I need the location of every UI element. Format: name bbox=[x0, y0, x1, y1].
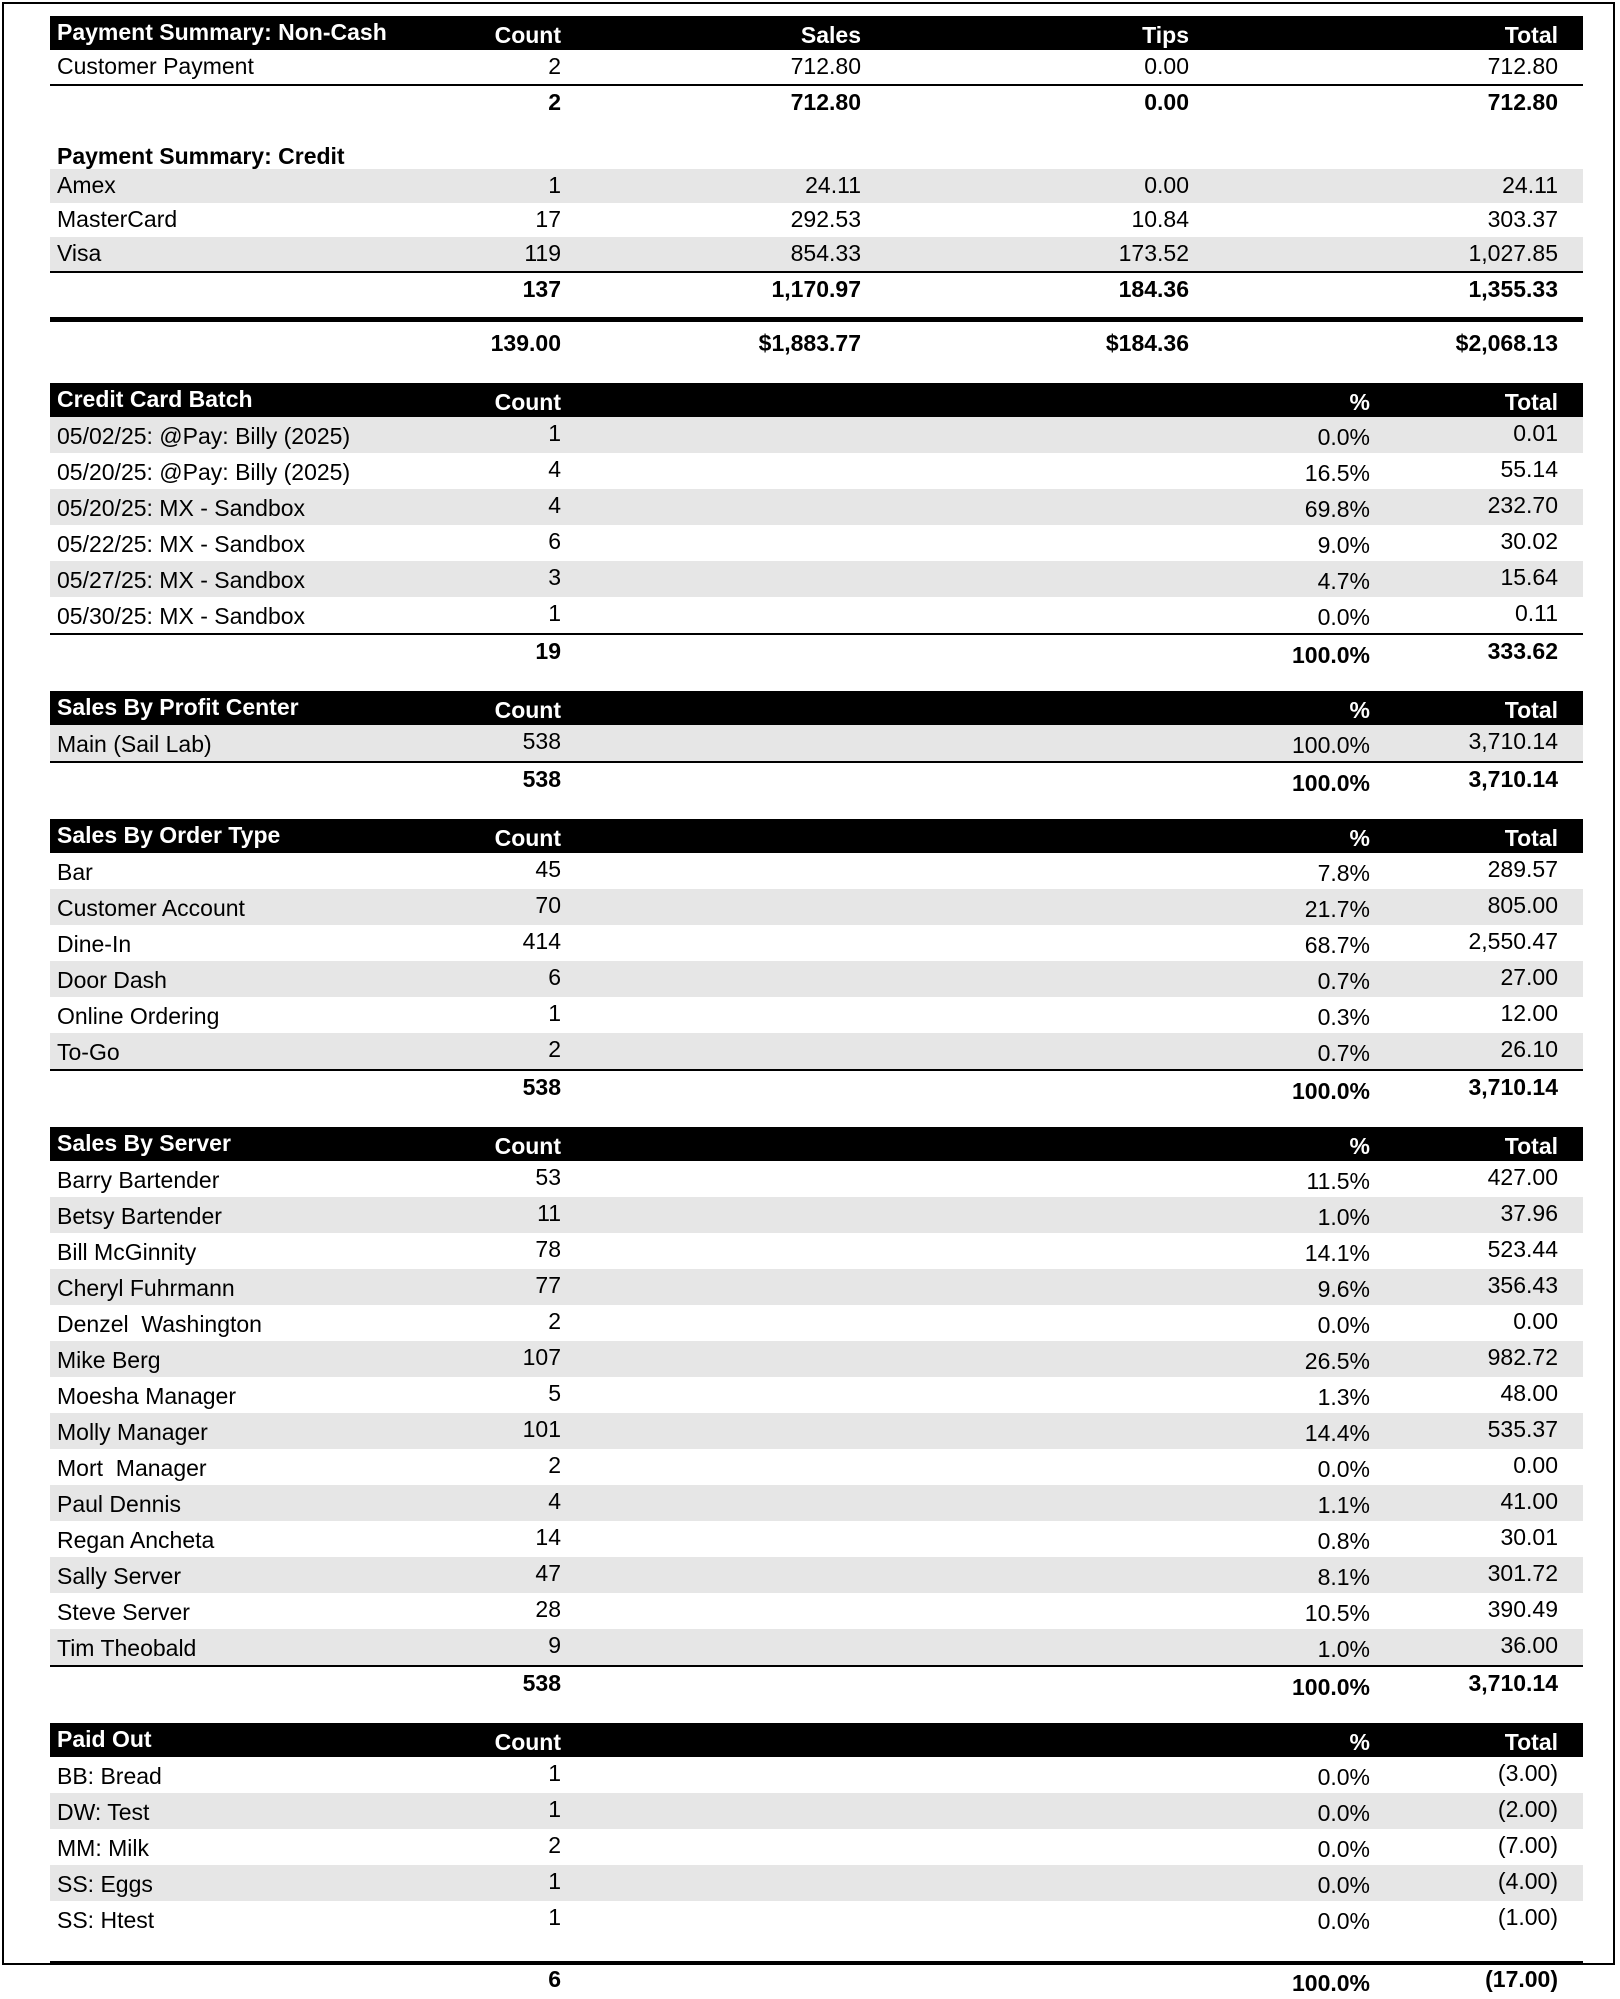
table-row bbox=[50, 1557, 1583, 1593]
table-row bbox=[50, 597, 1583, 633]
row-percent: 14.1% bbox=[1304, 1240, 1370, 1266]
total-percent: 100.0% bbox=[1291, 1078, 1370, 1104]
total-header: Total bbox=[1504, 697, 1558, 723]
table-row bbox=[50, 1033, 1583, 1069]
row-total: (2.00) bbox=[1497, 1796, 1558, 1822]
report-page bbox=[2, 2, 1615, 1996]
table-row bbox=[50, 203, 1583, 237]
profit-center-header bbox=[50, 691, 1583, 725]
row-count: 45 bbox=[535, 856, 561, 882]
table-row bbox=[50, 50, 1583, 84]
row-percent: 69.8% bbox=[1304, 496, 1370, 522]
row-total: 36.00 bbox=[1500, 1632, 1558, 1658]
percent-header: % bbox=[1349, 1133, 1370, 1159]
row-label: 05/20/25: @Pay: Billy (2025) bbox=[57, 459, 351, 485]
row-label: DW: Test bbox=[57, 1799, 150, 1825]
row-label: SS: Htest bbox=[57, 1907, 155, 1933]
row-count: 78 bbox=[535, 1236, 561, 1262]
section-spacer bbox=[50, 671, 1583, 691]
table-row bbox=[50, 1757, 1583, 1793]
row-count: 2 bbox=[548, 1452, 561, 1478]
section-title: Sales By Order Type bbox=[57, 822, 281, 848]
row-percent: 1.0% bbox=[1317, 1636, 1370, 1662]
row-count: 1 bbox=[548, 1760, 561, 1786]
row-count: 1 bbox=[548, 1868, 561, 1894]
row-count: 1 bbox=[548, 1796, 561, 1822]
row-percent: 1.0% bbox=[1317, 1204, 1370, 1230]
row-count: 2 bbox=[548, 1036, 561, 1062]
section-title: Sales By Profit Center bbox=[57, 694, 299, 720]
row-total: 3,710.14 bbox=[1468, 728, 1558, 754]
percent-header: % bbox=[1349, 697, 1370, 723]
total-percent: 100.0% bbox=[1291, 1674, 1370, 1700]
row-count: 6 bbox=[548, 528, 561, 554]
row-label: Steve Server bbox=[57, 1599, 190, 1625]
row-total: 301.72 bbox=[1487, 1560, 1558, 1586]
table-row bbox=[50, 169, 1583, 203]
row-label: 05/22/25: MX - Sandbox bbox=[57, 531, 306, 557]
table-row bbox=[50, 1197, 1583, 1233]
section-title: Credit Card Batch bbox=[57, 386, 253, 412]
row-total: 41.00 bbox=[1500, 1488, 1558, 1514]
table-row bbox=[50, 889, 1583, 925]
table-row bbox=[50, 489, 1583, 525]
row-total: 427.00 bbox=[1487, 1164, 1558, 1190]
table-row bbox=[50, 1485, 1583, 1521]
total-count: 2 bbox=[548, 89, 561, 115]
row-label: Dine-In bbox=[57, 931, 132, 957]
row-total: 30.01 bbox=[1500, 1524, 1558, 1550]
row-label: Online Ordering bbox=[57, 1003, 220, 1029]
row-count: 17 bbox=[535, 206, 561, 232]
table-row bbox=[50, 1865, 1583, 1901]
count-header: Count bbox=[494, 22, 561, 48]
row-percent: 21.7% bbox=[1304, 896, 1370, 922]
row-label: MasterCard bbox=[57, 206, 178, 232]
row-percent: 10.5% bbox=[1304, 1600, 1370, 1626]
row-label: Cheryl Fuhrmann bbox=[57, 1275, 235, 1301]
row-label: Mort Manager bbox=[57, 1455, 207, 1481]
row-sales: 24.11 bbox=[805, 172, 861, 198]
table-row bbox=[50, 1233, 1583, 1269]
row-total: 30.02 bbox=[1500, 528, 1558, 554]
total-header: Total bbox=[1504, 22, 1558, 48]
row-total: (7.00) bbox=[1497, 1832, 1558, 1858]
count-header: Count bbox=[494, 697, 561, 723]
total-total: 3,710.14 bbox=[1468, 766, 1558, 792]
total-count: 6 bbox=[548, 1966, 561, 1992]
row-percent: 14.4% bbox=[1304, 1420, 1370, 1446]
order-type-totals bbox=[50, 1069, 1583, 1107]
row-label: Main (Sail Lab) bbox=[57, 731, 212, 757]
row-total: 356.43 bbox=[1487, 1272, 1558, 1298]
row-label: Paul Dennis bbox=[57, 1491, 182, 1517]
row-label: Amex bbox=[57, 172, 116, 198]
row-percent: 0.7% bbox=[1317, 968, 1370, 994]
row-label: SS: Eggs bbox=[57, 1871, 153, 1897]
count-header: Count bbox=[494, 825, 561, 851]
row-total: (3.00) bbox=[1497, 1760, 1558, 1786]
row-label: Betsy Bartender bbox=[57, 1203, 222, 1229]
row-count: 1 bbox=[548, 1904, 561, 1930]
row-count: 119 bbox=[524, 240, 561, 266]
row-count: 77 bbox=[535, 1272, 561, 1298]
row-label: Barry Bartender bbox=[57, 1167, 220, 1193]
non-cash-header bbox=[50, 16, 1583, 50]
total-sales: 1,170.97 bbox=[771, 276, 861, 302]
row-label: Mike Berg bbox=[57, 1347, 161, 1373]
row-total: 12.00 bbox=[1500, 1000, 1558, 1026]
section-title: Paid Out bbox=[57, 1726, 152, 1752]
total-total: 333.62 bbox=[1487, 638, 1558, 664]
row-total: 0.01 bbox=[1513, 420, 1558, 446]
row-count: 70 bbox=[535, 892, 561, 918]
table-row bbox=[50, 1593, 1583, 1629]
section-title: Payment Summary: Credit bbox=[57, 143, 345, 169]
tips-header: Tips bbox=[1142, 22, 1189, 48]
section-spacer bbox=[50, 1703, 1583, 1723]
row-count: 9 bbox=[548, 1632, 561, 1658]
grand-total-sales: $1,883.77 bbox=[758, 330, 861, 356]
row-total: 2,550.47 bbox=[1468, 928, 1558, 954]
row-percent: 1.1% bbox=[1317, 1492, 1370, 1518]
percent-header: % bbox=[1349, 389, 1370, 415]
total-percent: 100.0% bbox=[1291, 770, 1370, 796]
row-count: 3 bbox=[548, 564, 561, 590]
table-row bbox=[50, 961, 1583, 997]
section-spacer bbox=[50, 1107, 1583, 1127]
total-header: Total bbox=[1504, 389, 1558, 415]
row-total: 1,027.85 bbox=[1468, 240, 1558, 266]
total-count: 538 bbox=[522, 766, 561, 792]
row-total: 523.44 bbox=[1487, 1236, 1558, 1262]
table-row bbox=[50, 1629, 1583, 1665]
row-total: 390.49 bbox=[1487, 1596, 1558, 1622]
grand-total-total: $2,068.13 bbox=[1455, 330, 1558, 356]
table-row bbox=[50, 1449, 1583, 1485]
total-total: 3,710.14 bbox=[1468, 1670, 1558, 1696]
row-percent: 9.0% bbox=[1317, 532, 1370, 558]
row-label: Regan Ancheta bbox=[57, 1527, 215, 1553]
total-sales: 712.80 bbox=[790, 89, 861, 115]
table-row bbox=[50, 1829, 1583, 1865]
row-percent: 11.5% bbox=[1306, 1168, 1370, 1194]
order-type-header bbox=[50, 819, 1583, 853]
percent-header: % bbox=[1349, 1729, 1370, 1755]
row-count: 4 bbox=[548, 1488, 561, 1514]
row-percent: 0.0% bbox=[1317, 1764, 1370, 1790]
row-percent: 0.0% bbox=[1317, 604, 1370, 630]
row-label: Door Dash bbox=[57, 967, 167, 993]
total-tips: 0.00 bbox=[1144, 89, 1189, 115]
server-header bbox=[50, 1127, 1583, 1161]
server-totals bbox=[50, 1665, 1583, 1703]
row-label: BB: Bread bbox=[57, 1763, 162, 1789]
row-count: 414 bbox=[522, 928, 561, 954]
table-row bbox=[50, 561, 1583, 597]
total-total: 1,355.33 bbox=[1468, 276, 1558, 302]
row-count: 2 bbox=[548, 1832, 561, 1858]
credit-totals bbox=[50, 271, 1583, 309]
row-label: Tim Theobald bbox=[57, 1635, 197, 1661]
row-percent: 0.0% bbox=[1317, 1312, 1370, 1338]
row-count: 1 bbox=[548, 600, 561, 626]
row-percent: 100.0% bbox=[1291, 732, 1370, 758]
row-label: To-Go bbox=[57, 1039, 120, 1065]
grand-total-row bbox=[50, 317, 1583, 363]
total-total: (17.00) bbox=[1485, 1966, 1558, 1992]
count-header: Count bbox=[494, 1133, 561, 1159]
sales-header: Sales bbox=[800, 22, 861, 48]
table-row bbox=[50, 453, 1583, 489]
credit-card-batch-header bbox=[50, 383, 1583, 417]
grand-total-tips: $184.36 bbox=[1105, 330, 1189, 356]
table-row bbox=[50, 1161, 1583, 1197]
row-label: Molly Manager bbox=[57, 1419, 208, 1445]
total-count: 19 bbox=[535, 638, 561, 664]
row-count: 2 bbox=[548, 1308, 561, 1334]
total-total: 712.80 bbox=[1487, 89, 1558, 115]
count-header: Count bbox=[494, 1729, 561, 1755]
row-tips: 10.84 bbox=[1131, 206, 1189, 232]
row-label: 05/20/25: MX - Sandbox bbox=[57, 495, 306, 521]
row-total: 15.64 bbox=[1500, 564, 1558, 590]
row-count: 53 bbox=[535, 1164, 561, 1190]
total-count: 538 bbox=[522, 1670, 561, 1696]
row-label: MM: Milk bbox=[57, 1835, 149, 1861]
total-percent: 100.0% bbox=[1291, 642, 1370, 668]
row-percent: 0.0% bbox=[1317, 424, 1370, 450]
total-tips: 184.36 bbox=[1118, 276, 1189, 302]
row-total: 289.57 bbox=[1487, 856, 1558, 882]
row-percent: 0.0% bbox=[1317, 1800, 1370, 1826]
total-header: Total bbox=[1504, 1729, 1558, 1755]
row-count: 101 bbox=[522, 1416, 561, 1442]
table-row bbox=[50, 1521, 1583, 1557]
table-row bbox=[50, 1341, 1583, 1377]
row-label: 05/02/25: @Pay: Billy (2025) bbox=[57, 423, 351, 449]
row-count: 6 bbox=[548, 964, 561, 990]
row-count: 5 bbox=[548, 1380, 561, 1406]
row-label: Moesha Manager bbox=[57, 1383, 236, 1409]
row-percent: 0.0% bbox=[1317, 1456, 1370, 1482]
row-percent: 16.5% bbox=[1304, 460, 1370, 486]
credit-card-batch-totals bbox=[50, 633, 1583, 671]
total-header: Total bbox=[1504, 825, 1558, 851]
row-percent: 0.3% bbox=[1317, 1004, 1370, 1030]
section-spacer bbox=[50, 1937, 1583, 1961]
paid-out-header bbox=[50, 1723, 1583, 1757]
row-percent: 68.7% bbox=[1304, 932, 1370, 958]
non-cash-totals bbox=[50, 84, 1583, 122]
row-total: 535.37 bbox=[1487, 1416, 1558, 1442]
table-row bbox=[50, 725, 1583, 761]
row-total: 48.00 bbox=[1500, 1380, 1558, 1406]
row-count: 1 bbox=[548, 1000, 561, 1026]
row-total: 24.11 bbox=[1502, 172, 1558, 198]
row-count: 107 bbox=[522, 1344, 561, 1370]
row-percent: 4.7% bbox=[1317, 568, 1370, 594]
section-spacer bbox=[50, 799, 1583, 819]
total-count: 538 bbox=[522, 1074, 561, 1100]
row-label: 05/30/25: MX - Sandbox bbox=[57, 603, 306, 629]
row-count: 538 bbox=[522, 728, 561, 754]
row-total: (4.00) bbox=[1497, 1868, 1558, 1894]
row-percent: 0.0% bbox=[1317, 1872, 1370, 1898]
row-label: Bill McGinnity bbox=[57, 1239, 197, 1265]
grand-total-count: 139.00 bbox=[490, 330, 561, 356]
row-percent: 7.8% bbox=[1317, 860, 1370, 886]
row-percent: 9.6% bbox=[1317, 1276, 1370, 1302]
table-row bbox=[50, 417, 1583, 453]
row-count: 4 bbox=[548, 492, 561, 518]
row-total: 712.80 bbox=[1487, 53, 1558, 79]
count-header: Count bbox=[494, 389, 561, 415]
row-total: 27.00 bbox=[1500, 964, 1558, 990]
row-total: 232.70 bbox=[1487, 492, 1558, 518]
row-tips: 173.52 bbox=[1118, 240, 1189, 266]
row-total: 26.10 bbox=[1500, 1036, 1558, 1062]
total-header: Total bbox=[1504, 1133, 1558, 1159]
table-row bbox=[50, 237, 1583, 271]
row-label: 05/27/25: MX - Sandbox bbox=[57, 567, 306, 593]
row-label: Sally Server bbox=[57, 1563, 181, 1589]
table-row bbox=[50, 1413, 1583, 1449]
table-row bbox=[50, 1793, 1583, 1829]
row-sales: 854.33 bbox=[790, 240, 861, 266]
table-row bbox=[50, 525, 1583, 561]
paid-out-totals bbox=[50, 1961, 1583, 1999]
table-row bbox=[50, 1269, 1583, 1305]
row-total: 303.37 bbox=[1487, 206, 1558, 232]
row-total: 37.96 bbox=[1500, 1200, 1558, 1226]
section-title: Sales By Server bbox=[57, 1130, 231, 1156]
row-percent: 26.5% bbox=[1304, 1348, 1370, 1374]
row-label: Customer Account bbox=[57, 895, 245, 921]
total-total: 3,710.14 bbox=[1468, 1074, 1558, 1100]
row-sales: 712.80 bbox=[790, 53, 861, 79]
row-count: 1 bbox=[548, 420, 561, 446]
row-count: 2 bbox=[548, 53, 561, 79]
row-tips: 0.00 bbox=[1144, 53, 1189, 79]
row-percent: 1.3% bbox=[1317, 1384, 1370, 1410]
row-count: 14 bbox=[535, 1524, 561, 1550]
report-content bbox=[50, 16, 1583, 1999]
profit-center-totals bbox=[50, 761, 1583, 799]
row-total: 0.00 bbox=[1513, 1308, 1558, 1334]
row-tips: 0.00 bbox=[1144, 172, 1189, 198]
table-row bbox=[50, 1901, 1583, 1937]
row-label: Bar bbox=[57, 859, 93, 885]
row-total: (1.00) bbox=[1497, 1904, 1558, 1930]
row-percent: 0.7% bbox=[1317, 1040, 1370, 1066]
row-percent: 0.0% bbox=[1317, 1836, 1370, 1862]
row-percent: 0.8% bbox=[1317, 1528, 1370, 1554]
row-label: Customer Payment bbox=[57, 53, 254, 79]
row-count: 28 bbox=[535, 1596, 561, 1622]
table-row bbox=[50, 1305, 1583, 1341]
row-total: 0.00 bbox=[1513, 1452, 1558, 1478]
table-row bbox=[50, 925, 1583, 961]
row-count: 11 bbox=[537, 1200, 561, 1226]
section-spacer bbox=[50, 363, 1583, 383]
row-percent: 0.0% bbox=[1317, 1908, 1370, 1934]
row-total: 805.00 bbox=[1487, 892, 1558, 918]
section-title: Payment Summary: Non-Cash bbox=[57, 19, 387, 45]
row-sales: 292.53 bbox=[790, 206, 861, 232]
row-label: Denzel Washington bbox=[57, 1311, 262, 1337]
credit-subheader bbox=[50, 139, 1583, 169]
table-row bbox=[50, 997, 1583, 1033]
row-label: Visa bbox=[57, 240, 102, 266]
row-count: 4 bbox=[548, 456, 561, 482]
row-count: 47 bbox=[535, 1560, 561, 1586]
row-total: 0.11 bbox=[1514, 600, 1558, 626]
row-total: 982.72 bbox=[1487, 1344, 1558, 1370]
total-percent: 100.0% bbox=[1291, 1970, 1370, 1996]
row-percent: 8.1% bbox=[1317, 1564, 1370, 1590]
table-row bbox=[50, 853, 1583, 889]
percent-header: % bbox=[1349, 825, 1370, 851]
total-count: 137 bbox=[522, 276, 561, 302]
table-row bbox=[50, 1377, 1583, 1413]
row-total: 55.14 bbox=[1500, 456, 1558, 482]
row-count: 1 bbox=[548, 172, 561, 198]
